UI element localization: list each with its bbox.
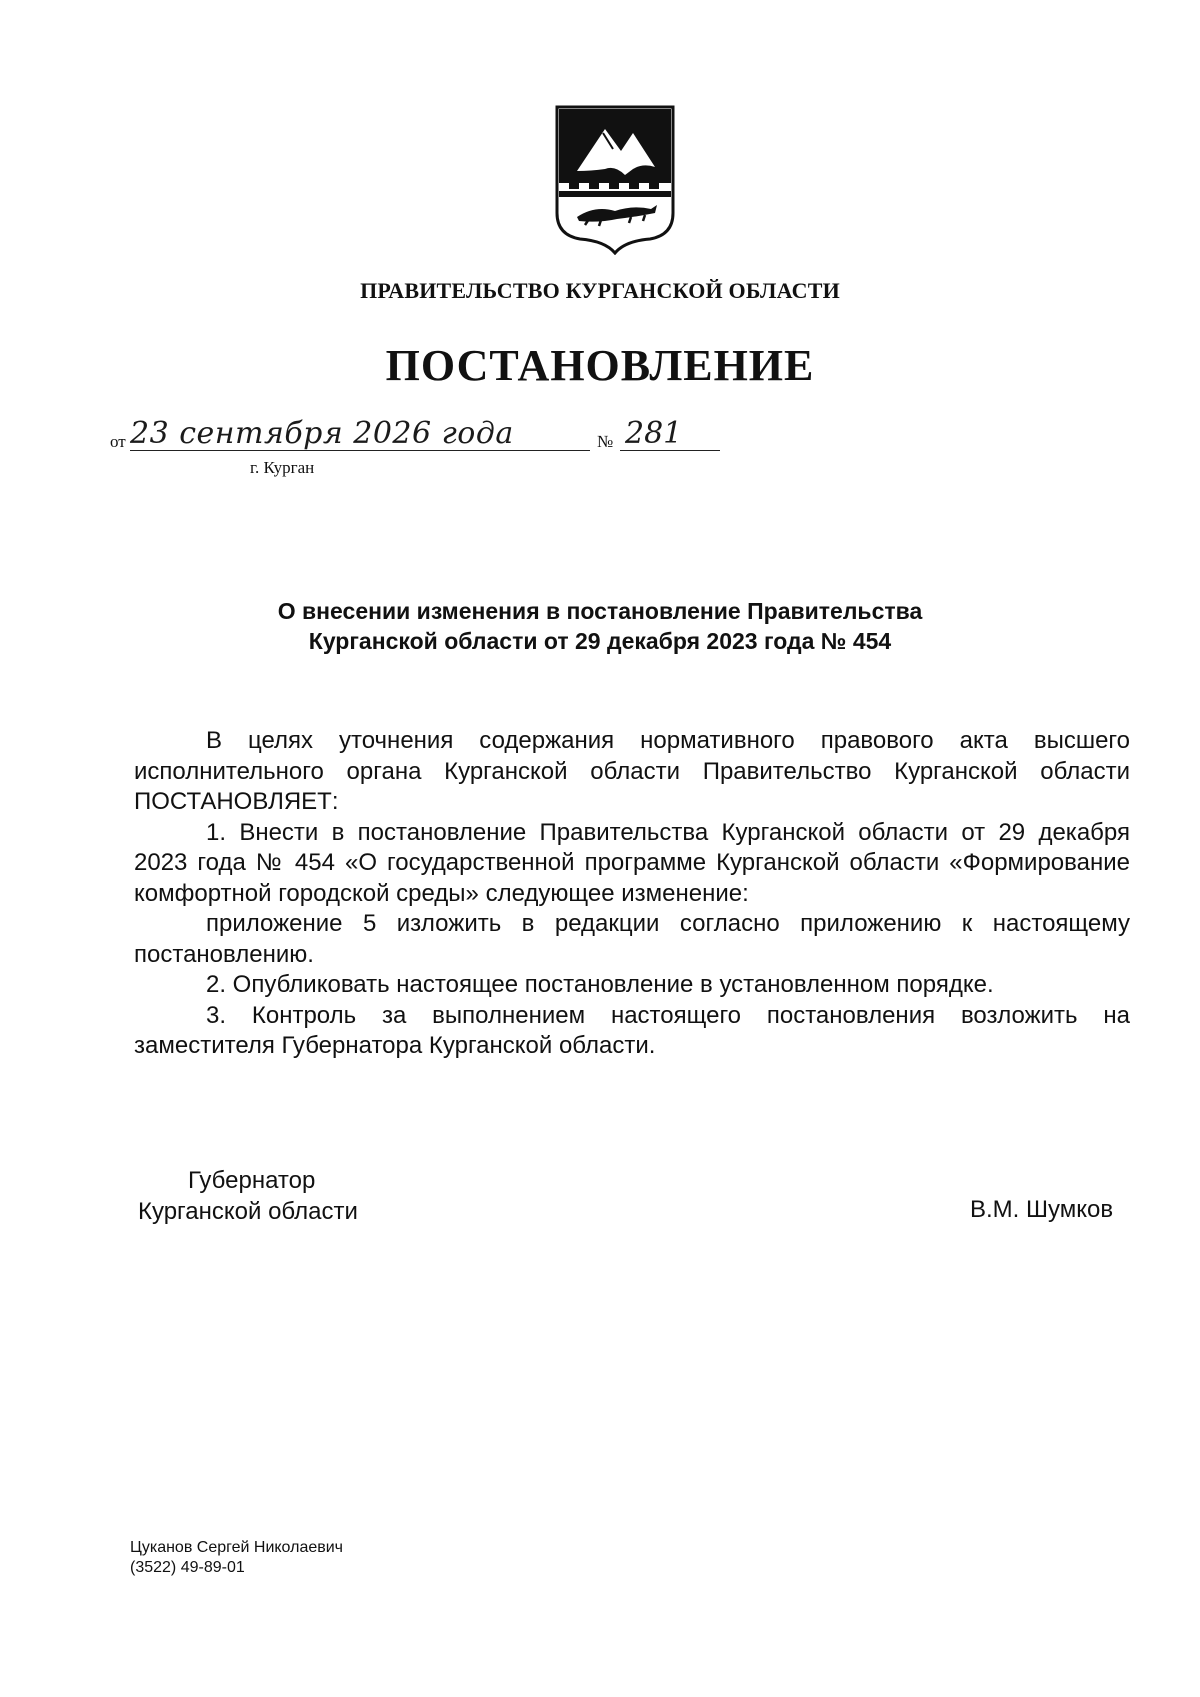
executor-phone: (3522) 49-89-01 — [130, 1559, 245, 1576]
position-line-2: Курганской области — [138, 1198, 358, 1225]
date-number-line — [110, 416, 683, 482]
signatory-position — [138, 1165, 358, 1227]
item-1-paragraph: 1. Внести в постановление Правительства Курганской области от 29 декабря 2023 года № 454 «О государственной программе Курганской области «Формирование комфортной городской среды» следующее изменение: — [134, 818, 1130, 907]
government-title: ПРАВИТЕЛЬСТВО КУРГАНСКОЙ ОБЛАСТИ — [360, 278, 840, 303]
from-label: от — [110, 432, 126, 451]
position-line-1: Губернатор — [188, 1167, 316, 1194]
document-body — [134, 726, 1130, 1062]
handwritten-number: 281 — [625, 416, 683, 451]
number-underline — [620, 450, 720, 451]
item-1-detail-paragraph: приложение 5 изложить в редакции согласно приложению к настоящему постановлению. — [134, 910, 1130, 968]
signatory-name: В.М. Шумков — [970, 1196, 1114, 1223]
item-2-paragraph: 2. Опубликовать настоящее постановление в установленном порядке. — [206, 971, 994, 998]
preamble-paragraph: В целях уточнения содержания нормативного правового акта высшего исполнительного органа Курганской области Правительство Курганской области ПОСТАНОВЛЯЕТ: — [134, 727, 1130, 815]
handwritten-date: 23 сентября 2026 года — [130, 416, 514, 451]
city-label: г. Курган — [250, 458, 315, 477]
item-3-paragraph: 3. Контроль за выполнением настоящего постановления возложить на заместителя Губернатора Курганской области. — [134, 1001, 1130, 1059]
number-label: № — [597, 432, 614, 451]
subject-line-2: Курганской области от 29 декабря 2023 года № 454 — [308, 628, 892, 654]
coat-of-arms-icon — [555, 105, 675, 255]
document-type-title: ПОСТАНОВЛЕНИЕ — [385, 341, 815, 390]
date-underline — [130, 450, 590, 451]
subject-line-1: О внесении изменения в постановление Правительства — [277, 598, 923, 624]
executor-info — [130, 1538, 343, 1578]
executor-name: Цуканов Сергей Николаевич — [130, 1539, 344, 1556]
document-subject — [180, 596, 1020, 656]
